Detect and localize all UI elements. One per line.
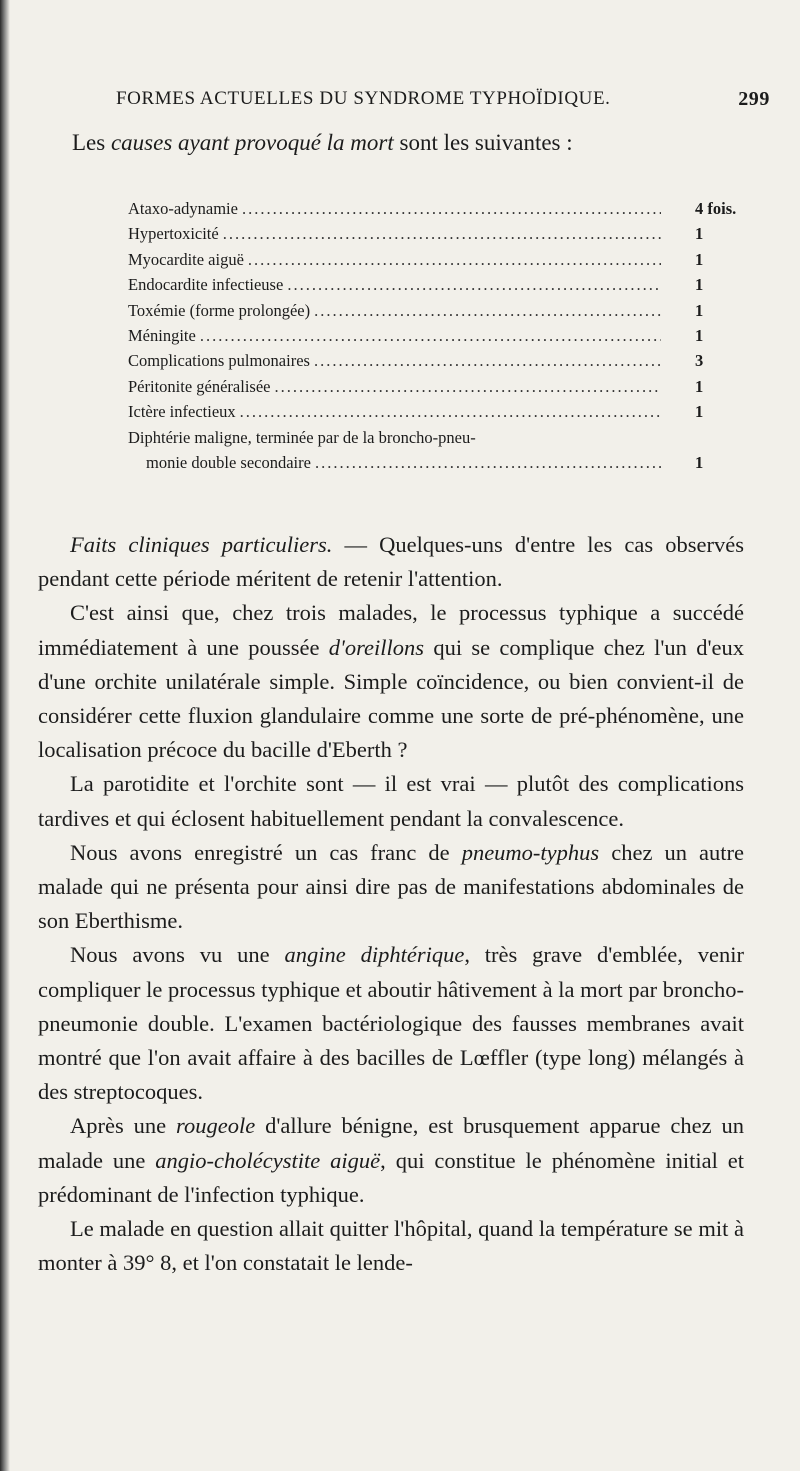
running-title: FORMES ACTUELLES DU SYNDROME TYPHOÏDIQUE. [116,88,611,109]
list-item [128,348,743,373]
list-item [128,374,743,399]
cause-count: 1 [695,224,704,244]
cause-label: Méningite [128,325,196,345]
dot-leader [315,450,661,475]
cause-label-line2-row [128,450,743,475]
paragraph [38,836,744,939]
dot-leader [240,399,661,424]
intro-post: sont les suivantes : [393,130,573,155]
cause-count: 4 fois. [695,199,737,218]
cause-label: Péritonite généralisée [128,376,271,396]
dot-leader [274,374,661,399]
cause-label-line2: monie double secondaire [146,452,311,472]
cause-label: Complications pulmonaires [128,351,310,371]
paragraph-text: — Quelques-uns d'entre les cas observés pendant cette période méritent de retenir l'attention. [38,532,744,592]
dot-leader [314,298,661,323]
body-text [38,528,744,1280]
paragraph-lead: Faits cliniques particuliers. [70,532,333,557]
list-item [128,425,743,476]
cause-count: 1 [695,402,704,422]
page-binding-shadow [0,0,10,1471]
paragraph [38,528,744,596]
paragraph-text: d'allure bénigne, est brusquement apparue chez un malade une [38,1113,744,1173]
cause-label: Ataxo-adynamie [128,199,238,218]
cause-label: Toxémie (forme prolongée) [128,300,311,320]
paragraph-text: , qui constitue le phénomène initial et prédominant de l'infection typhique. [38,1147,744,1207]
dot-leader [287,272,661,297]
cause-count: 1 [695,452,704,472]
dot-leader [248,247,661,272]
cause-count: 1 [695,249,704,269]
intro-pre: Les [72,130,111,155]
emphasis: d'oreillons [328,634,425,660]
list-item [128,196,743,221]
paragraph-text: Après une [70,1113,177,1139]
list-item [128,298,743,323]
cause-label: Hypertoxicité [128,224,219,244]
cause-label: Endocardite infectieuse [128,275,284,295]
dot-leader [314,348,661,373]
cause-count: 1 [695,275,704,295]
emphasis: pneumo-typhus [461,839,600,865]
dot-leader [223,221,661,246]
intro-emphasis: causes ayant provoqué la mort [110,130,394,155]
paragraph-text: , très grave d'emblée, venir compliquer le processus typhique et aboutir hâtivement à la mort par broncho-pneumonie double. L'examen bactériologique des fausses membranes avait montré que l'on avait affaire à des bacilles de Lœffler (type long) mélangés à des streptocoques. [38,942,744,1105]
list-item [128,272,743,297]
cause-count: 1 [695,300,704,320]
paragraph-text: chez un autre malade qui ne présenta pour ainsi dire pas de manifestations abdominales de son Eberthisme. [38,839,744,934]
paragraph-text: C'est ainsi que, chez trois malades, le processus typhique a succédé immédiatement à une poussée [38,600,744,660]
dot-leader [200,323,661,348]
paragraph: La parotidite et l'orchite sont — il est vrai — plutôt des complications tardives et qui éclosent habituellement pendant la convalescence. [38,771,744,831]
list-item [128,323,743,348]
cause-count: 1 [695,376,704,396]
paragraph: Le malade en question allait quitter l'hôpital, quand la température se mit à monter à 39° 8, et l'on constatait le lende- [38,1216,744,1276]
emphasis: rougeole [176,1113,256,1139]
cause-label: Ictère infectieux [128,402,236,422]
list-item [128,399,743,424]
causes-intro [72,130,573,156]
cause-label-line1: Diphtérie maligne, terminée par de la broncho-pneu- [128,427,476,447]
list-item [128,221,743,246]
paragraph-text: Nous avons enregistré un cas franc de [70,839,462,865]
emphasis: angine diphtérique [284,942,465,968]
dot-leader [242,196,661,221]
paragraph [38,938,744,1109]
cause-count: 3 [695,351,704,371]
causes-list [128,196,743,475]
cause-count: 1 [695,325,704,345]
paragraph [38,596,744,767]
list-item [128,247,743,272]
paragraph-text: Nous avons vu une [70,942,285,968]
cause-label: Myocardite aiguë [128,249,244,269]
paragraph [38,1109,744,1212]
paragraph-text: qui se complique chez l'un d'eux d'une orchite unilatérale simple. Simple coïncidence, ou bien convient-il de considérer cette fluxion glandulaire comme une sorte de pré-phénomène, une localisation précoce du bacille d'Eberth ? [38,634,744,763]
page-number: 299 [738,88,770,110]
emphasis: angio-cholécystite aiguë [155,1147,381,1173]
